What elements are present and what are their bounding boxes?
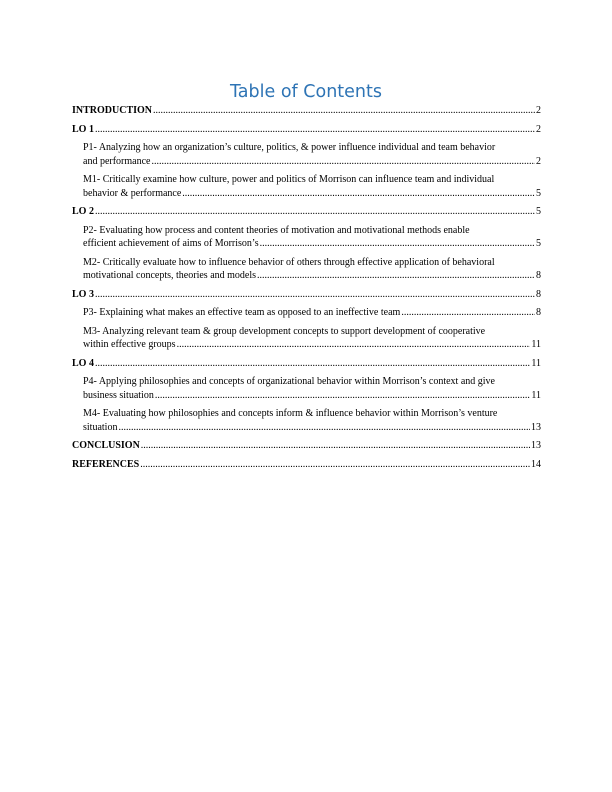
toc-entry-page-number: 5	[536, 187, 541, 199]
toc-entry-label: efficient achievement of aims of Morrison’s	[83, 238, 259, 249]
toc-entry-page-number: 13	[531, 440, 541, 451]
toc-entry[interactable]	[72, 123, 541, 137]
toc-entry-label: LO 4	[72, 357, 94, 369]
toc-entry-text-line: P4- Applying philosophies and concepts of organizational behavior within Morrison’s context and give	[83, 376, 495, 387]
dot-leader	[95, 288, 535, 302]
toc-entry-leader-line	[83, 421, 541, 435]
toc-entry-label: CONCLUSION	[72, 440, 140, 451]
toc-entry[interactable]	[72, 375, 541, 402]
toc-entry-leader-line	[72, 205, 541, 219]
toc-entry-text-line: M3- Analyzing relevant team & group development concepts to support development of cooperative	[83, 325, 486, 337]
dot-leader	[260, 237, 535, 251]
dot-leader	[155, 389, 531, 403]
toc-entry-label: situation	[83, 421, 118, 433]
toc-entry-leader-line	[72, 357, 541, 371]
toc-entry-page-number: 2	[536, 155, 541, 167]
toc-entry[interactable]	[72, 407, 541, 434]
toc-entry-page-number: 8	[536, 288, 541, 300]
toc-entry-text-line: M1- Critically examine how culture, power and politics of Morrison can influence team and individual	[83, 174, 495, 185]
toc-entry-label: LO 2	[72, 206, 94, 217]
toc-entry-label: INTRODUCTION	[72, 105, 153, 116]
dot-leader	[153, 104, 535, 118]
toc-entry-leader-line	[83, 389, 541, 403]
toc-entry-text-line: P1- Analyzing how an organization’s culture, politics, & power influence individual and team behavior	[83, 142, 496, 153]
toc-entry-page-number: 11	[531, 339, 541, 350]
dot-leader	[151, 155, 535, 169]
toc-entry-label: and performance	[83, 155, 151, 167]
toc-entry[interactable]	[72, 224, 541, 251]
toc-entry-text-line: M4- Evaluating how philosophies and concepts inform & influence behavior within Morrison’s venture	[83, 408, 498, 419]
toc-entry-label: REFERENCES	[72, 458, 140, 470]
toc-entry-leader-line	[72, 439, 541, 453]
dot-leader	[182, 187, 535, 201]
toc-entry[interactable]	[72, 173, 541, 200]
dot-leader	[257, 269, 535, 283]
toc-entry-leader-line	[72, 104, 541, 118]
toc-entry-page-number: 11	[531, 389, 541, 401]
toc-entry-page-number: 2	[536, 123, 541, 135]
toc-list	[72, 104, 541, 476]
toc-entry[interactable]	[72, 458, 541, 472]
dot-leader	[177, 338, 531, 352]
toc-entry-text-line: M2- Critically evaluate how to influence behavior of others through effective application of behavioral	[83, 256, 495, 268]
toc-entry[interactable]	[72, 205, 541, 219]
toc-entry-page-number: 13	[531, 421, 541, 433]
dot-leader	[118, 421, 530, 435]
toc-entry-leader-line	[83, 155, 541, 169]
toc-entry-leader-line	[72, 288, 541, 302]
toc-entry-page-number: 8	[536, 307, 541, 318]
toc-entry-page-number: 8	[536, 270, 541, 281]
toc-entry-leader-line	[83, 237, 541, 251]
toc-entry[interactable]	[72, 306, 541, 320]
toc-entry-leader-line	[72, 458, 541, 472]
dot-leader	[401, 306, 535, 320]
toc-entry-label: motivational concepts, theories and models	[83, 270, 257, 281]
toc-entry-page-number: 11	[531, 357, 541, 369]
toc-entry-label: business situation	[83, 389, 154, 401]
toc-entry-label: LO 1	[72, 123, 94, 135]
dot-leader	[140, 458, 530, 472]
toc-entry[interactable]	[72, 288, 541, 302]
toc-entry-leader-line	[83, 338, 541, 352]
toc-entry-page-number: 5	[536, 238, 541, 249]
dot-leader	[95, 357, 530, 371]
dot-leader	[141, 439, 530, 453]
dot-leader	[95, 205, 535, 219]
toc-entry[interactable]	[72, 104, 541, 118]
toc-entry[interactable]	[72, 256, 541, 283]
toc-entry-leader-line	[72, 123, 541, 137]
toc-entry[interactable]	[72, 325, 541, 352]
toc-entry-page-number: 5	[536, 206, 541, 217]
toc-entry-label: behavior & performance	[83, 187, 182, 199]
toc-entry-leader-line	[83, 269, 541, 283]
toc-entry-label: within effective groups	[83, 339, 176, 350]
toc-entry-page-number: 14	[531, 458, 541, 470]
toc-entry[interactable]	[72, 141, 541, 168]
toc-entry-label: LO 3	[72, 288, 94, 300]
toc-entry-label: P3- Explaining what makes an effective team as opposed to an ineffective team	[83, 307, 401, 318]
toc-entry-text-line: P2- Evaluating how process and content theories of motivation and motivational methods enable	[83, 224, 470, 236]
toc-title: Table of Contents	[230, 82, 382, 102]
toc-entry-page-number: 2	[536, 105, 541, 116]
toc-entry-leader-line	[83, 306, 541, 320]
dot-leader	[95, 123, 535, 137]
toc-entry[interactable]	[72, 357, 541, 371]
toc-entry[interactable]	[72, 439, 541, 453]
toc-entry-leader-line	[83, 187, 541, 201]
